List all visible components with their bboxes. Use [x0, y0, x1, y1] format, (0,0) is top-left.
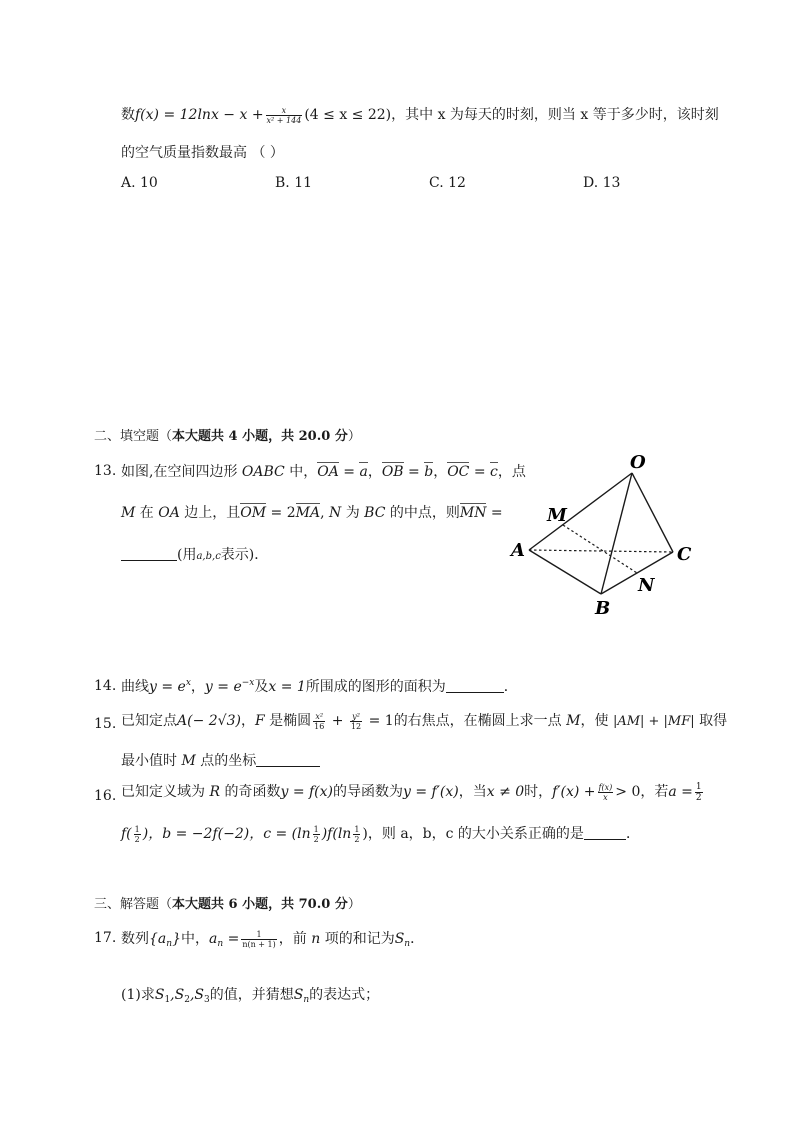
q17-part1: (1)求$S_1,S_2,S_3$的值，并猜想$S_n$的表达式； — [121, 987, 380, 1005]
q12-option-c: C. 12 — [429, 175, 466, 191]
q14-line: 曲线$y = e^x$，$y = e^{-x}$及x = 1所围成的图形的面积为 ． — [121, 678, 518, 695]
q12-option-d: D. 13 — [583, 175, 621, 191]
label-c: C — [677, 544, 692, 565]
q13-number: 13. — [94, 463, 117, 479]
edge-oc — [632, 473, 673, 552]
vector-b: b — [424, 464, 434, 480]
vector-c: c — [490, 464, 498, 480]
vector-ma: MA — [295, 505, 321, 521]
q15-line1: 已知定点A(− 2√3)，F 是椭圆 $\frac{\text{x²}}{16}$ + $\frac{\text{y²}}{12}$ = 1的右焦点，在椭圆上求一点 M，使 |AM| + |MF| 取得 — [121, 711, 728, 731]
answer-blank[interactable] — [256, 766, 320, 767]
label-n: N — [638, 575, 655, 596]
vector-oa: OA — [317, 464, 339, 480]
edge-ab — [529, 550, 601, 594]
q12-line2: 的空气质量指数最高 （ ） — [121, 145, 284, 161]
q12-option-a: A. 10 — [121, 175, 158, 191]
label-o: O — [630, 452, 646, 473]
tetrahedron-figure — [505, 448, 705, 623]
segment-mn — [563, 525, 637, 573]
vector-oc: OC — [447, 464, 470, 480]
label-a: A — [511, 540, 525, 561]
q15-number: 15. — [94, 716, 117, 732]
vector-ob: OB — [381, 464, 404, 480]
q12-function: f(x) = 12lnx − x + — [135, 107, 264, 123]
label-b: B — [595, 598, 611, 619]
q13-line3: (用a,b,c表示)． — [121, 544, 268, 564]
q15-line2: 最小值时 M 点的坐标 — [121, 750, 320, 770]
q17-line1: 数列$\{a_n\}$中，$a_n$ = $\frac{1}{n(n + 1)}$ ，前 n 项的和记为$S_n$． — [121, 929, 425, 949]
edge-oa — [529, 473, 632, 550]
vector-om: OM — [240, 505, 267, 521]
q13-line2: M 在 OA 边上，且OM = 2MA, N 为 BC 的中点，则MN = — [121, 505, 503, 521]
q14-number: 14. — [94, 678, 117, 694]
section-fill-in-heading: 二、填空题（本大题共 4 小题，共 20.0 分） — [94, 429, 361, 444]
vector-a: a — [359, 464, 368, 480]
answer-blank[interactable] — [584, 839, 626, 840]
label-m: M — [547, 505, 567, 526]
q12-option-b: B. 11 — [275, 175, 313, 191]
section-solutions-heading: 三、解答题（本大题共 6 小题，共 70.0 分） — [94, 897, 361, 912]
q16-line1: 已知定义域为 R 的奇函数y = f(x)的导函数为y = f′(x)，当x ≠ 0时，f′(x) + $\frac{f(x)}{x}$ > 0，若a = $\frac{1}{2}$ — [121, 781, 702, 803]
edge-bc — [601, 552, 673, 594]
q17-number: 17. — [94, 930, 117, 946]
q16-line2: f( $\frac{1}{2}$ )，b = −2f(−2)，c = (ln $\frac{1}{2}$ )f(ln $\frac{1}{2}$ )，则 a，b，c 的大小关系正确的是 ． — [121, 824, 640, 844]
edge-ob — [601, 473, 632, 594]
answer-blank[interactable] — [446, 692, 504, 693]
q13-line1: 如图,在空间四边形 OABC 中，OA = a，OB = b，OC = c，点 — [121, 464, 526, 480]
q12-fraction: $\frac{x}{\text{x² + 144}}$ — [266, 105, 302, 125]
answer-blank[interactable] — [121, 560, 177, 561]
q16-number: 16. — [94, 788, 117, 804]
vector-mn: MN — [459, 505, 487, 521]
q12-line1: 数f(x) = 12lnx − x + $\frac{x}{\text{x² + 144}}$ (4 ≤ x ≤ 22)，其中 x 为每天的时刻，则当 x 等于多少时，该时刻 — [121, 105, 719, 125]
